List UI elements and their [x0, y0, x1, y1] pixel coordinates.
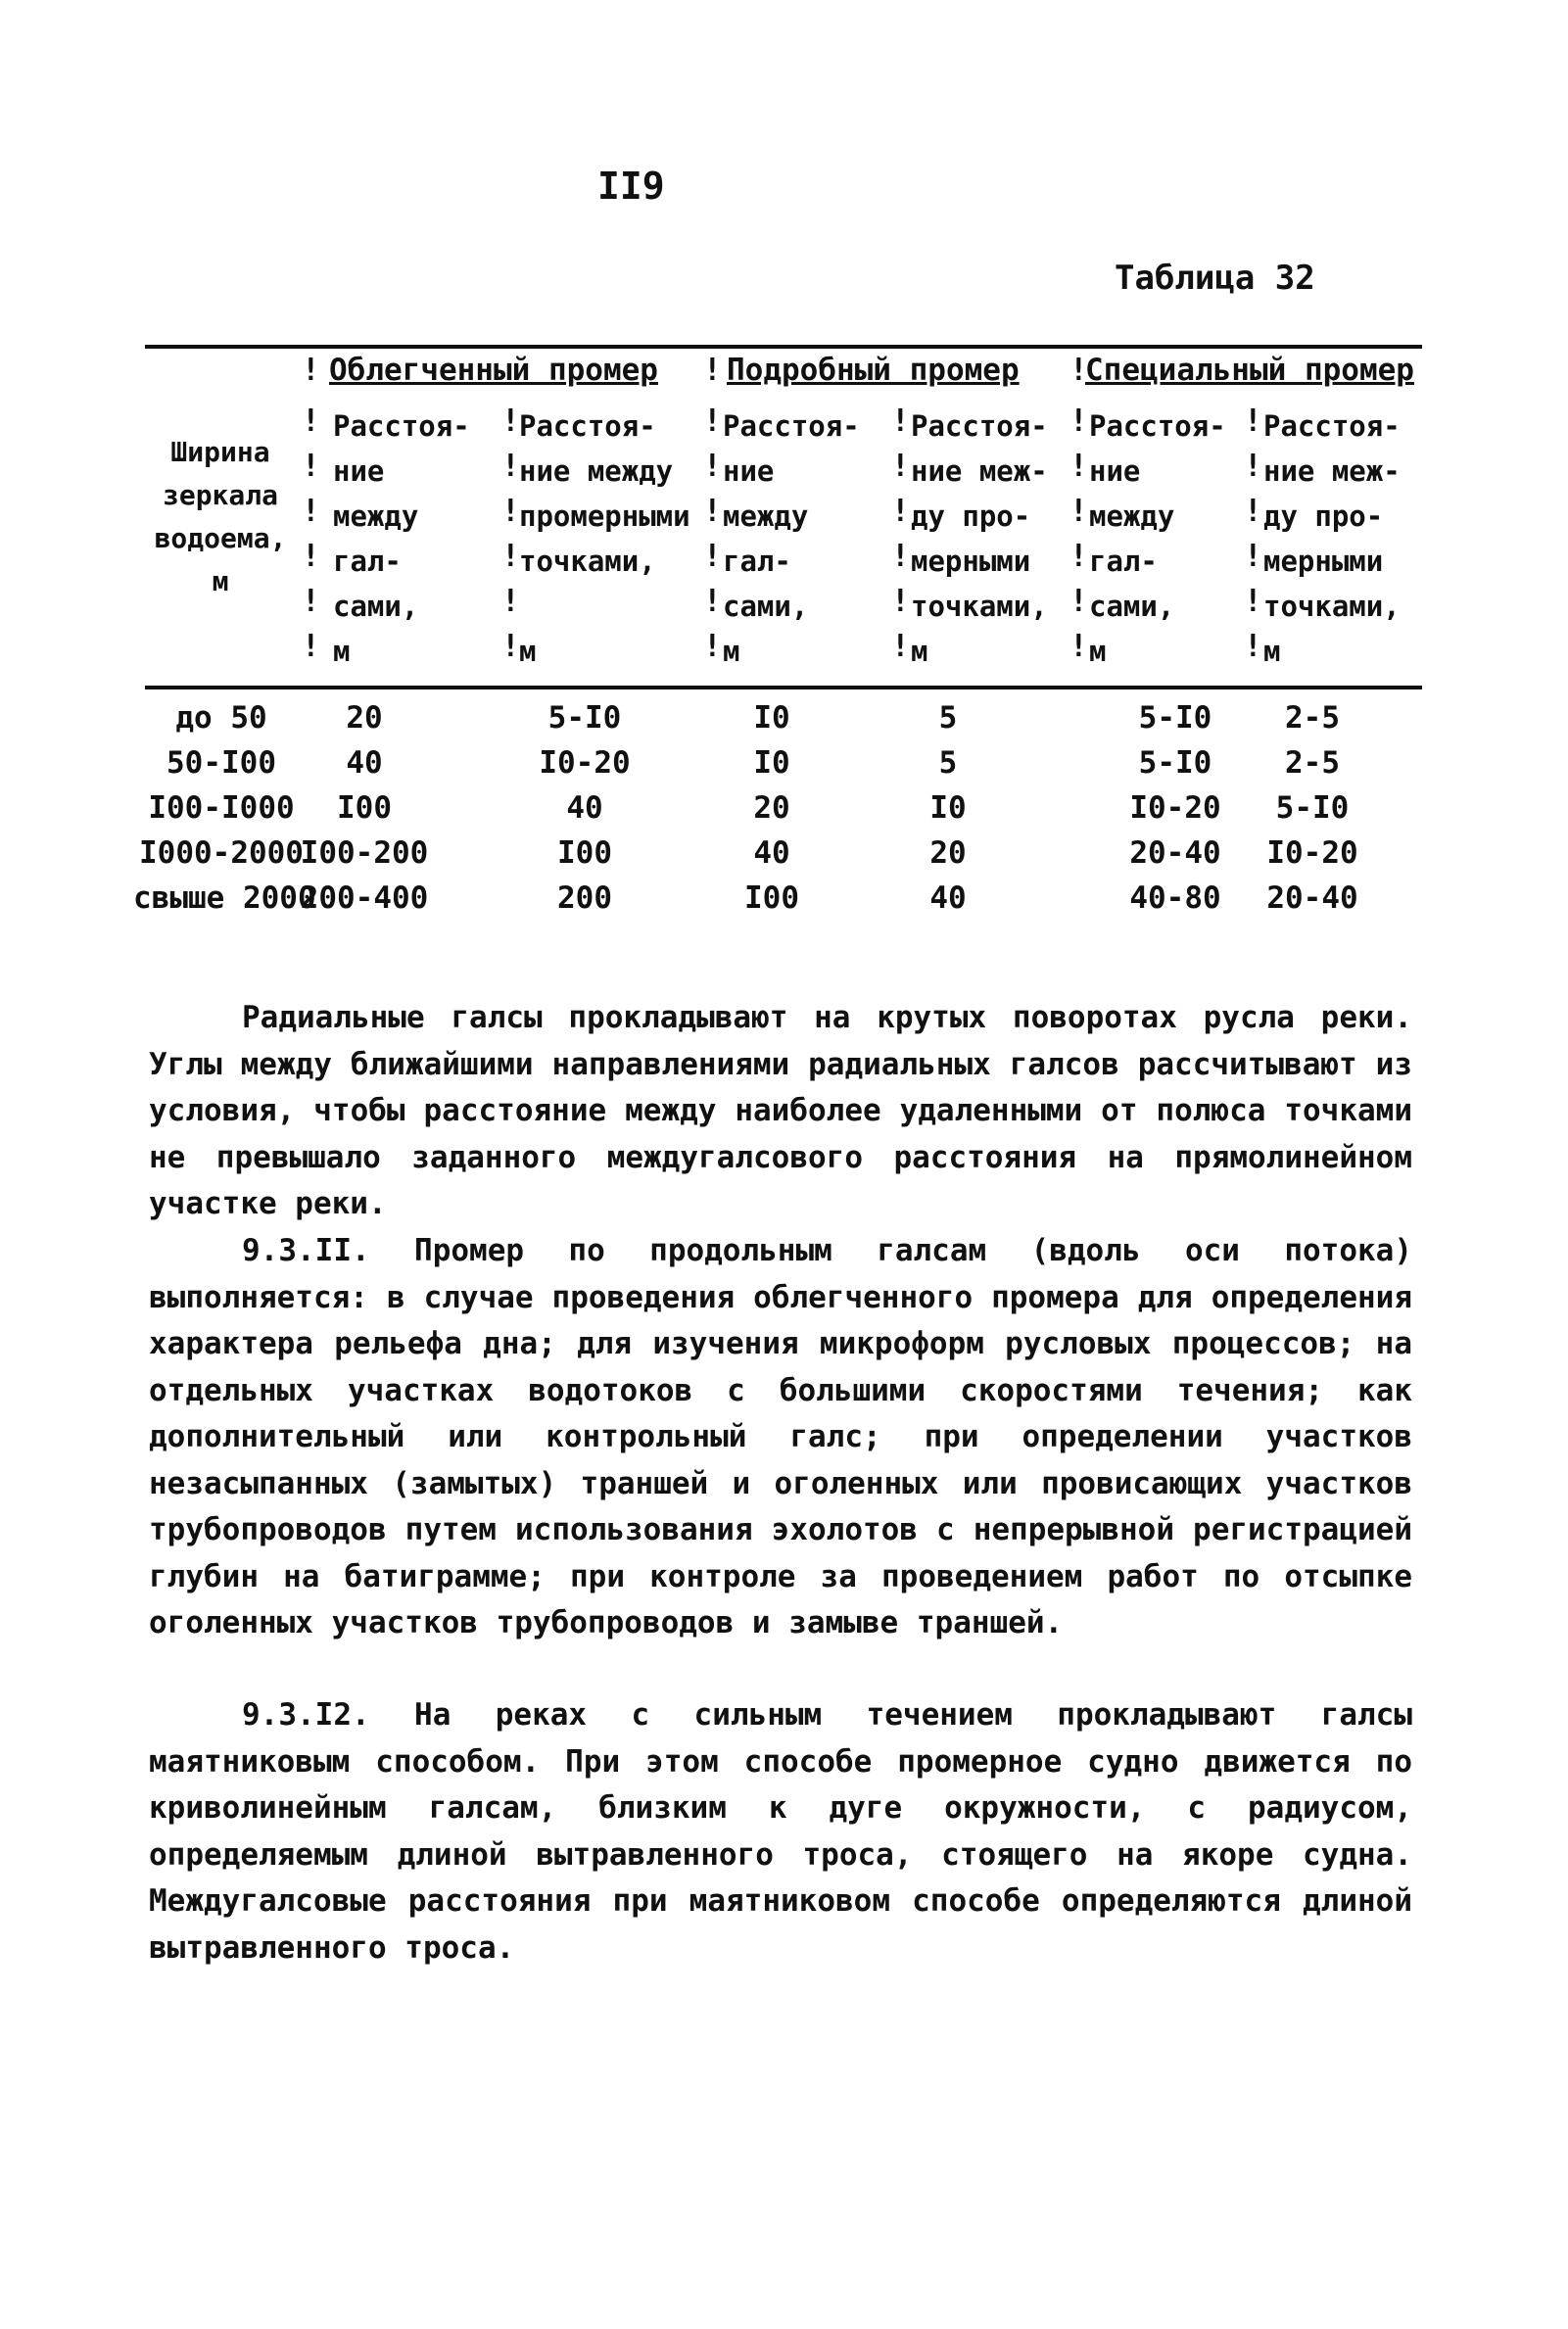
column-separator-mark: ! [302, 539, 320, 574]
group-separator-mark: ! [1069, 353, 1088, 388]
table-cell: I0-20 [1266, 835, 1358, 871]
table-cell: I00 [744, 880, 799, 916]
table-header-rule [145, 686, 1422, 689]
table-cell: 20 [753, 790, 790, 826]
column-separator-mark: ! [501, 629, 520, 664]
column-separator-mark: ! [891, 629, 910, 664]
subheader-3: Расстоя- ние между гал- сами, м [723, 409, 860, 668]
table-cell: I0 [753, 745, 790, 781]
subheader-4: Расстоя- ние меж- ду про- мерными точками, м [911, 409, 1048, 668]
subheader-6: Расстоя- ние меж- ду про- мерными точками, м [1263, 409, 1401, 668]
table-cell: 40 [753, 835, 790, 871]
table-cell: 5-I0 [1138, 700, 1212, 736]
column-separator-mark: ! [1244, 449, 1262, 484]
column-separator-mark: ! [1244, 404, 1262, 439]
column-separator-mark: ! [891, 449, 910, 484]
table-cell: I00-200 [300, 835, 429, 871]
table-cell: 200-400 [300, 880, 429, 916]
column-separator-mark: ! [501, 539, 520, 574]
table-cell: 2-5 [1285, 700, 1340, 736]
table-cell: 40 [346, 745, 383, 781]
column-separator-mark: ! [302, 584, 320, 619]
column-separator-mark: ! [891, 404, 910, 439]
table-cell: 2-5 [1285, 745, 1340, 781]
column-separator-mark: ! [1244, 629, 1262, 664]
table-cell: 20 [929, 835, 967, 871]
table-row-label: I00-I000 [148, 790, 295, 826]
column-separator-mark: ! [1244, 494, 1262, 529]
page-number: II9 [597, 165, 665, 208]
column-separator-mark: ! [891, 494, 910, 529]
column-separator-mark: ! [1069, 494, 1088, 529]
column-separator-mark: ! [1069, 404, 1088, 439]
column-separator-mark: ! [302, 629, 320, 664]
table-row-label: 50-I00 [166, 745, 276, 781]
table-cell: I0-20 [539, 745, 631, 781]
table-cell: I00 [337, 790, 392, 826]
column-separator-mark: ! [1069, 539, 1088, 574]
column-separator-mark: ! [302, 449, 320, 484]
table-cell: 5-I0 [1138, 745, 1212, 781]
table-cell: I00 [557, 835, 612, 871]
column-separator-mark: ! [703, 449, 722, 484]
table-cell: 20 [346, 700, 383, 736]
column-separator-mark: ! [703, 404, 722, 439]
group-title-special: Специальный промер [1085, 353, 1414, 388]
group-separator-mark: ! [302, 353, 320, 388]
table-cell: 200 [557, 880, 612, 916]
table-cell: I0 [753, 700, 790, 736]
column-separator-mark: ! [703, 584, 722, 619]
column-separator-mark: ! [302, 494, 320, 529]
table-row-label: I000-2000 [139, 835, 304, 871]
column-separator-mark: ! [703, 494, 722, 529]
group-title-light: Облегченный промер [329, 353, 658, 388]
table-cell: 40 [929, 880, 967, 916]
column-separator-mark: ! [501, 404, 520, 439]
column-separator-mark: ! [703, 539, 722, 574]
table-cell: 20-40 [1129, 835, 1221, 871]
table-caption: Таблица 32 [1115, 259, 1315, 298]
subheader-5: Расстоя- ние между гал- сами, м [1089, 409, 1226, 668]
column-separator-mark: ! [1244, 584, 1262, 619]
table-row-label: до 50 [175, 700, 267, 736]
subheader-1: Расстоя- ние между гал- сами, м [333, 409, 470, 668]
row-header: Ширина зеркала водоема, м [154, 436, 287, 597]
column-separator-mark: ! [302, 404, 320, 439]
column-separator-mark: ! [891, 584, 910, 619]
column-separator-mark: ! [703, 629, 722, 664]
column-separator-mark: ! [891, 539, 910, 574]
table-cell: 5 [938, 700, 958, 736]
column-separator-mark: ! [501, 449, 520, 484]
table-cell: 5-I0 [547, 700, 622, 736]
column-separator-mark: ! [501, 584, 520, 619]
paragraph-radial: Радиальные галсы прокладывают на крутых поворотах русла реки. Углы между ближайшими направлениями радиальных галсов рассчитывают из условия, чтобы расстояние между наиболее удаленными от полюса точками не превышало заданного междугалсового расстояния на прямолинейном участке реки. [149, 1000, 1412, 1221]
column-separator-mark: ! [1244, 539, 1262, 574]
column-separator-mark: ! [1069, 584, 1088, 619]
table-cell: I0-20 [1129, 790, 1221, 826]
table-cell: I0 [929, 790, 967, 826]
paragraph-9-3-11: 9.3.II. Промер по продольным галсам (вдоль оси потока) выполняется: в случае проведения облегченного промера для определения характера рельефа дна; для изучения микроформ русловых процессов; на отдельных участках водотоков с большими скоростями течения; как дополнительный или контрольный галс; при определении участков незасыпанных (замытых) траншей и оголенных или провисающих участков трубопроводов путем использования эхолотов с непрерывной регистрацией глубин на батиграмме; при контроле за проведением работ по отсыпке оголенных участков трубопроводов и замыве траншей. [149, 1233, 1412, 1640]
table-cell: 5 [938, 745, 958, 781]
table-row-label: свыше 2000 [133, 880, 316, 916]
group-separator-mark: ! [703, 353, 722, 388]
column-separator-mark: ! [1069, 449, 1088, 484]
column-separator-mark: ! [501, 494, 520, 529]
subheader-2: Расстоя- ние между промерными точками, м [519, 409, 690, 668]
table-cell: 40 [566, 790, 603, 826]
table-cell: 40-80 [1129, 880, 1221, 916]
column-separator-mark: ! [1069, 629, 1088, 664]
table-cell: 5-I0 [1275, 790, 1350, 826]
paragraph-9-3-12: 9.3.I2. На реках с сильным течением прокладывают галсы маятниковым способом. При этом способе промерное судно движется по криволинейным галсам, близким к дуге окружности, с радиусом, определяемым длиной вытравленного троса, стоящего на якоре судна. Междугалсовые расстояния при маятниковом способе определяются длиной вытравленного троса. [149, 1697, 1412, 1966]
table-top-rule [145, 345, 1422, 349]
group-title-detailed: Подробный промер [727, 353, 1020, 388]
table-cell: 20-40 [1266, 880, 1358, 916]
